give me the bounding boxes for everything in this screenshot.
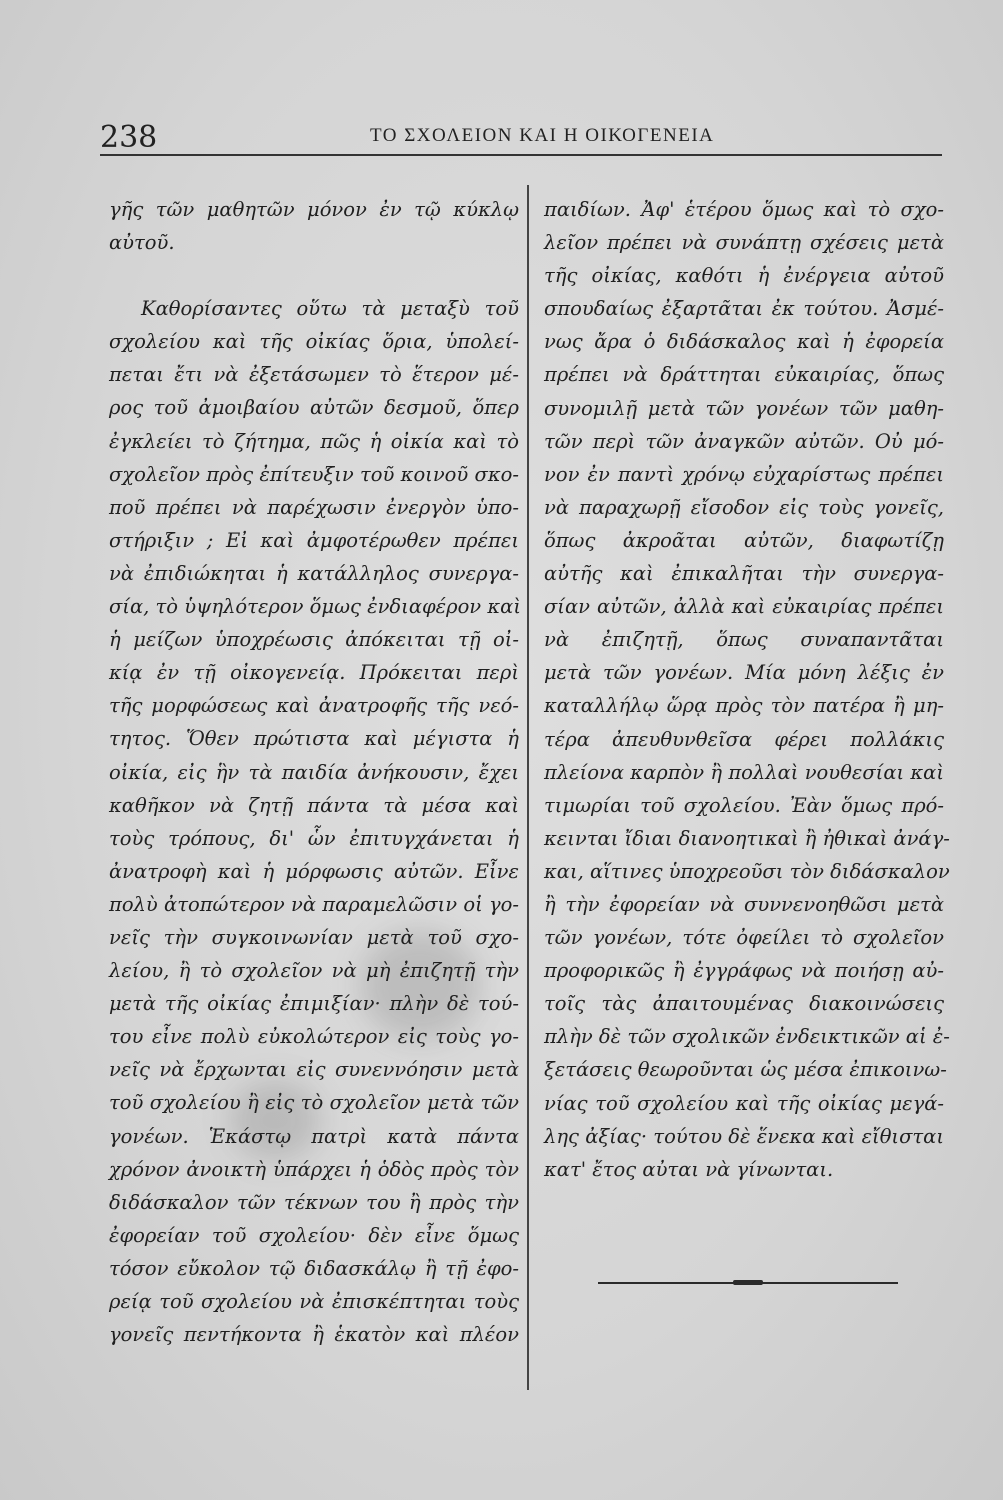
text-line: παιδίων. Ἀφ' ἑτέρου ὅμως καὶ τὸ σχο-: [544, 198, 944, 221]
text-line: αὐτῆς καὶ ἐπικαλῆται τὴν συνεργα-: [544, 562, 944, 586]
text-line: τῆς οἰκίας, καθότι ἡ ἐνέργεια αὐτοῦ: [544, 264, 944, 288]
text-line: πολὺ ἀτοπώτερον νὰ παραμελῶσιν οἱ γο-: [109, 892, 519, 916]
text-line: οἰκία, εἰς ἣν τὰ παιδία ἀνήκουσιν, ἔχει: [109, 760, 519, 784]
right-column: [544, 193, 950, 1186]
text-line: νεῖς τὴν συγκοινωνίαν μετὰ τοῦ σχο-: [109, 925, 519, 949]
text-line: τέρα ἀπευθυνθεῖσα φέρει πολλάκις: [544, 727, 944, 751]
text-line: σπουδαίως ἐξαρτᾶται ἐκ τούτου. Ἀσμέ-: [544, 297, 944, 321]
text-line: σχολείου καὶ τῆς οἰκίας ὅρια, ὑπολεί-: [109, 330, 519, 354]
text-line: αὐτοῦ.: [109, 231, 175, 255]
text-line: τοῦ σχολείου ἢ εἰς τὸ σχολεῖον μετὰ τῶν: [109, 1091, 519, 1115]
left-column: [109, 193, 519, 1351]
text-line: στήριξιν ; Εἰ καὶ ἀμφοτέρωθεν πρέπει: [109, 528, 519, 552]
text-line: πλὴν δὲ τῶν σχολικῶν ἐνδεικτικῶν αἱ ἐ-: [544, 1025, 950, 1049]
text-line: σίαν αὐτῶν, ἀλλὰ καὶ εὐκαιρίας πρέπει: [544, 595, 944, 619]
text-line: τῶν γονέων, τότε ὀφείλει τὸ σχολεῖον: [544, 926, 944, 950]
text-line: λείου, ἢ τὸ σχολεῖον νὰ μὴ ἐπιζητῇ τὴν: [109, 959, 519, 983]
text-line: τοὺς τρόπους, δι' ὧν ἐπιτυγχάνεται ἡ: [109, 826, 519, 850]
end-ornament: [598, 1279, 898, 1287]
text-line: νὰ παραχωρῇ εἴσοδον εἰς τοὺς γονεῖς,: [544, 495, 944, 519]
text-line: ξετάσεις θεωροῦνται ὡς μέσα ἐπικοινω-: [544, 1058, 947, 1082]
text-line: ὅπως ἀκροᾶται αὐτῶν, διαφωτίζῃ: [544, 528, 944, 552]
text-line: νὰ ἐπιζητῇ, ὅπως συναπαντᾶται: [544, 628, 944, 652]
text-line: ρος τοῦ ἀμοιβαίου αὐτῶν δεσμοῦ, ὅπερ: [109, 396, 519, 420]
page-number: 238: [100, 120, 158, 155]
text-line: Καθορίσαντες οὕτω τὰ μεταξὺ τοῦ: [141, 297, 519, 321]
text-line: μετὰ τῆς οἰκίας ἐπιμιξίαν· πλὴν δὲ τού-: [109, 992, 519, 1016]
text-line: διδάσκαλον τῶν τέκνων του ἢ πρὸς τὴν: [109, 1190, 519, 1214]
text-line: και, αἵτινες ὑποχρεοῦσι τὸν διδάσκαλον: [544, 859, 950, 883]
text-line: καταλλήλῳ ὥρᾳ πρὸς τὸν πατέρα ἢ μη-: [544, 694, 944, 718]
text-line: τῶν περὶ τῶν ἀναγκῶν αὐτῶν. Οὐ μό-: [544, 429, 944, 453]
text-line: ἡ μείζων ὑποχρέωσις ἀπόκειται τῇ οἰ-: [109, 628, 519, 652]
text-line: νον ἐν παντὶ χρόνῳ εὐχαρίστως πρέπει: [544, 462, 944, 486]
text-line: ρείᾳ τοῦ σχολείου νὰ ἐπισκέπτηται τοὺς: [109, 1290, 519, 1313]
text-line: τῆς μορφώσεως καὶ ἀνατροφῆς τῆς νεό-: [109, 694, 519, 718]
text-line: γονεῖς πεντήκοντα ἢ ἑκατὸν καὶ πλέον: [109, 1323, 519, 1347]
text-line: νεῖς νὰ ἔρχωνται εἰς συνεννόησιν μετὰ: [109, 1058, 519, 1082]
text-line: γῆς τῶν μαθητῶν μόνον ἐν τῷ κύκλῳ: [109, 198, 519, 221]
text-line: κατ' ἔτος αὐται νὰ γίνωνται.: [544, 1157, 834, 1181]
text-line: νὰ ἐπιδιώκηται ἡ κατάλληλος συνεργα-: [109, 561, 519, 585]
text-line: ποῦ πρέπει νὰ παρέχωσιν ἐνεργὸν ὑπο-: [109, 495, 519, 519]
text-line: συνομιλῇ μετὰ τῶν γονέων τῶν μαθη-: [544, 396, 944, 420]
text-line: τητος. Ὅθεν πρώτιστα καὶ μέγιστα ἡ: [109, 727, 519, 751]
text-line: κεινται ἴδιαι διανοητικαὶ ἢ ἠθικαὶ ἀνάγ-: [544, 826, 950, 850]
header-rule: [100, 154, 942, 156]
text-line: σχολεῖον πρὸς ἐπίτευξιν τοῦ κοινοῦ σκο-: [109, 462, 519, 486]
text-line: τοῖς τὰς ἀπαιτουμένας διακοινώσεις: [544, 992, 944, 1016]
column-divider: [527, 185, 529, 1390]
text-line: πεται ἔτι νὰ ἐξετάσωμεν τὸ ἕτερον μέ-: [109, 363, 519, 387]
text-line: νίας τοῦ σχολείου καὶ τῆς οἰκίας μεγά-: [544, 1091, 944, 1115]
text-line: τόσον εὔκολον τῷ διδασκάλῳ ἢ τῇ ἐφο-: [109, 1256, 519, 1280]
text-line: ἐφορείαν τοῦ σχολείου· δὲν εἶνε ὅμως: [109, 1223, 519, 1247]
running-title: ΤΟ ΣΧΟΛΕΙΟΝ ΚΑΙ Η ΟΙΚΟΓΕΝΕΙΑ: [370, 125, 715, 146]
text-line: λης ἀξίας· τούτου δὲ ἕνεκα καὶ εἴθισται: [544, 1124, 944, 1148]
text-line: του εἶνε πολὺ εὐκολώτερον εἰς τοὺς γο-: [109, 1025, 519, 1049]
ornament-center: [733, 1280, 763, 1285]
text-line: λεῖον πρέπει νὰ συνάπτῃ σχέσεις μετὰ: [544, 231, 944, 255]
text-line: μετὰ τῶν γονέων. Μία μόνη λέξις ἐν: [544, 661, 944, 685]
text-line: νως ἄρα ὁ διδάσκαλος καὶ ἡ ἐφορεία: [544, 330, 944, 354]
text-line: χρόνον ἀνοικτὴ ὑπάρχει ἡ ὁδὸς πρὸς τὸν: [109, 1157, 519, 1181]
text-line: ἀνατροφὴ καὶ ἡ μόρφωσις αὐτῶν. Εἶνε: [109, 859, 519, 883]
text-line: πρέπει νὰ δράττηται εὐκαιρίας, ὅπως: [544, 363, 944, 387]
text-line: ἐγκλείει τὸ ζήτημα, πῶς ἡ οἰκία καὶ τὸ: [109, 429, 519, 453]
text-line: κίᾳ ἐν τῇ οἰκογενείᾳ. Πρόκειται περὶ: [109, 661, 519, 685]
text-line: ἢ τὴν ἐφορείαν νὰ συννενοηθῶσι μετὰ: [544, 892, 944, 916]
text-line: πλείονα καρπὸν ἢ πολλαὶ νουθεσίαι καὶ: [544, 760, 944, 784]
text-line: καθῆκον νὰ ζητῇ πάντα τὰ μέσα καὶ: [109, 793, 519, 817]
text-line: προφορικῶς ἢ ἐγγράφως νὰ ποιήσῃ αὐ-: [544, 959, 944, 983]
text-line: σία, τὸ ὑψηλότερον ὅμως ἐνδιαφέρον καὶ: [109, 595, 521, 619]
text-line: γονέων. Ἑκάστῳ πατρὶ κατὰ πάντα: [109, 1124, 519, 1148]
text-line: τιμωρίαι τοῦ σχολείου. Ἐὰν ὅμως πρό-: [544, 793, 944, 817]
